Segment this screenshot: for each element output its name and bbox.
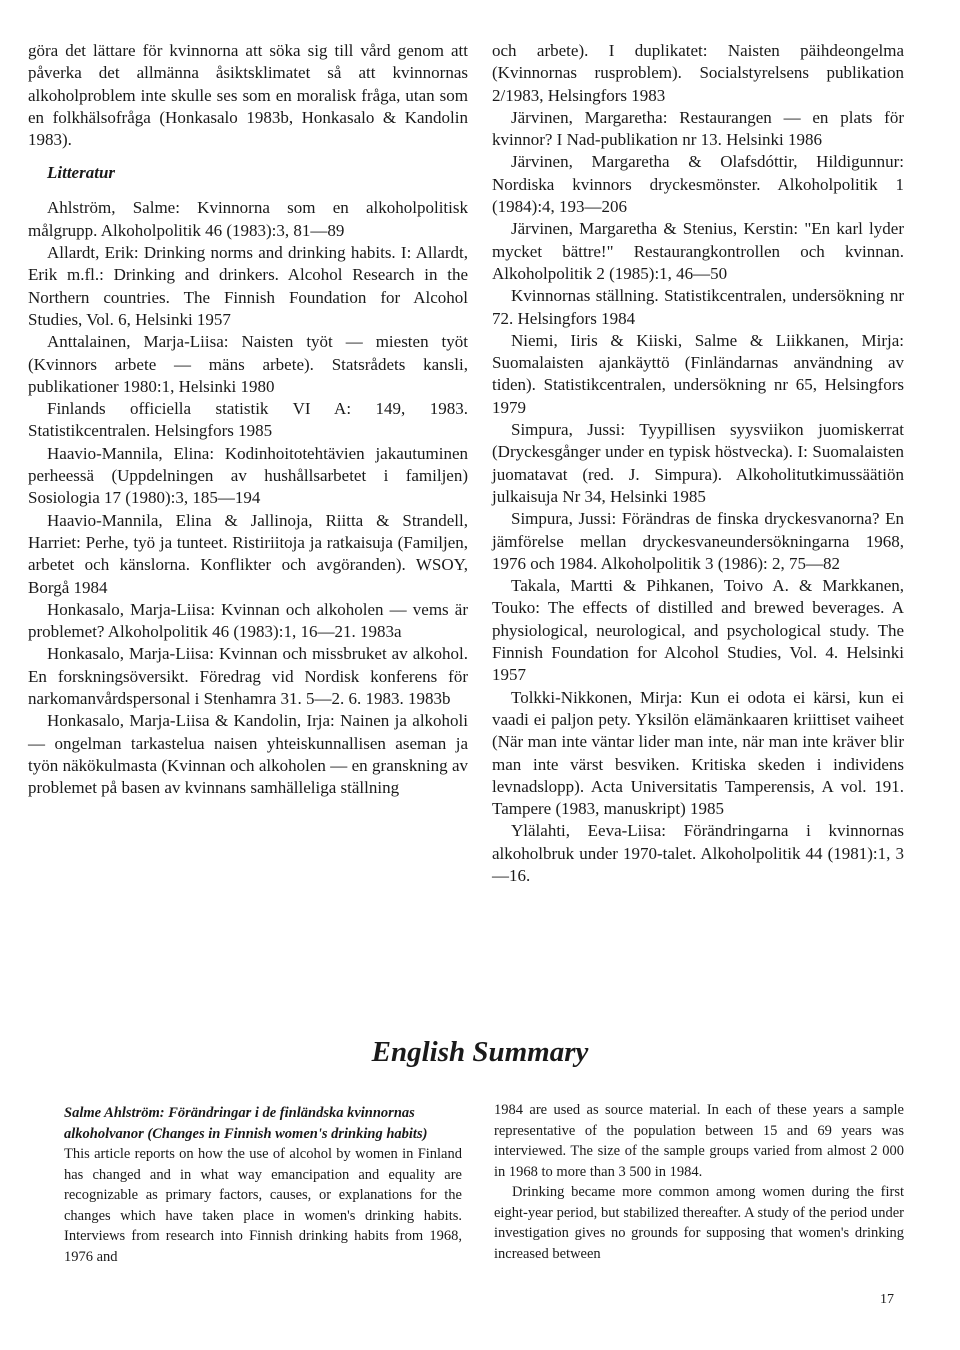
summary-paragraph: 1984 are used as source material. In each of these years a sample representative of the population between 15 and 69 years was interviewed. The size of the sample groups varied from almost 2 000 in 1968 to more than 3 500 in 1984. [494,1102,904,1180]
reference-continuation: och arbete). I duplikatet: Naisten päihdeongelma (Kvinnornas rusproblem). Socialstyrelsens publikation 2/1983, Helsingfors 1983 [492,41,904,105]
summary-paragraph: This article reports on how the use of alcohol by women in Finland has changed and in what way emancipation and equality are recognizable as primary factors, causes, or explanations for the changes which have taken place in women's drinking habits. Interviews from research into Finnish drinking habits from 1968, 1976 and [64,1146,462,1265]
reference-entry: Järvinen, Margaretha: Restaurangen — en plats för kvinnor? I Nad-publikation nr 13. Helsinki 1986 [492,107,904,150]
summary-paragraph: Drinking became more common among women during the first eight-year period, but stabilized thereafter. A study of the period under investigation gives no grounds for supposing that women's drinking increased between [494,1184,904,1262]
body-paragraph: göra det lättare för kvinnorna att söka sig till vård genom att påverka det allmänna åsiktsklimatet så att kvinnornas alkoholproblem inte skulle ses som en moralisk fråga, utan som en folkhälsofråga (Honkasalo 1983b, Honkasalo & Kandolin 1983). [28,41,468,150]
reference-entry: Simpura, Jussi: Förändras de finska dryckesvanorna? En jämförelse mellan dryckesvaneundersökningarna 1968, 1976 och 1984. Alkoholpolitik 3 (1986): 2, 75—82 [492,509,904,573]
reference-entry: Allardt, Erik: Drinking norms and drinking habits. I: Allardt, Erik m.fl.: Drinking and drinkers. Alcohol Research in the Northern countries. The Finnish Foundation for Alcohol Studies, Vol. 6, Helsinki 1957 [28,243,468,329]
reference-entry: Ahlström, Salme: Kvinnorna som en alkoholpolitisk målgrupp. Alkoholpolitik 46 (1983):3, 81—89 [28,198,468,240]
reference-list-left [28,197,468,799]
right-column [492,40,904,887]
reference-entry: Anttalainen, Marja-Liisa: Naisten työt — miesten työt (Kvinnors arbete — mäns arbete). Statsrådets kansli, publikationer 1980:1, Helsinki 1980 [28,332,468,396]
summary-article-heading: Salme Ahlström: Förändringar i de finländska kvinnornas alkoholvanor (Changes in Finnish women's drinking habits) [64,1105,428,1142]
reference-entry: Järvinen, Margaretha & Stenius, Kerstin: "En karl lyder mycket bättre!" Restaurangkontrollen och kvinnan. Alkoholpolitik 2 (1985):1, 46—50 [492,219,904,283]
reference-entry: Niemi, Iiris & Kiiski, Salme & Liikkanen, Mirja: Suomalaisten ajankäyttö (Finländarnas användning av tiden). Statistikcentralen, undersökning nr 65, Helsingfors 1979 [492,330,904,417]
reference-entry: Finlands officiella statistik VI A: 149, 1983. Statistikcentralen. Helsingfors 1985 [28,399,468,441]
reference-entry: Kvinnornas ställning. Statistikcentralen, undersökning nr 72. Helsingfors 1984 [492,286,904,328]
reference-entry: Tolkki-Nikkonen, Mirja: Kun ei odota ei kärsi, kun ei vaadi ei paljon pety. Yksilön elämänkaaren kriittiset vaiheet (När man inte väntar lider man inte, när man inte kräver blir man inte värst besviken. Kritiska skeden i individens levnadslopp). Acta Universitatis Tamperensis, A vol. 191. Tampere (1983, manuskript) 1985 [492,687,904,819]
reference-entry: Honkasalo, Marja-Liisa: Kvinnan och missbruket av alkohol. En forskningsöversikt. Föredrag vid Nordisk konferens för narkomanvårdspersonal i Stenhamra 31. 5—2. 6. 1983. 1983b [28,644,468,709]
summary-right-column [494,1100,904,1264]
reference-entry: Ylälahti, Eeva-Liisa: Förändringarna i kvinnornas alkoholbruk under 1970-talet. Alkoholpolitik 44 (1981):1, 3—16. [492,821,904,885]
reference-entry: Honkasalo, Marja-Liisa & Kandolin, Irja: Nainen ja alkoholi — ongelman tarkastelua naisen yhteiskunnallisen aseman ja työn näkökulmasta (Kvinnan och alkoholen — en granskning av problemet på basen av kvinnans samhälleliga ställning [28,711,468,798]
references-heading: Litteratur [47,163,116,183]
reference-entry: Haavio-Mannila, Elina: Kodinhoitotehtävien jakautuminen perheessä (Uppdelningen av hushållsarbetet i familjen) Sosiologia 17 (1980):3, 185—194 [28,443,468,508]
reference-entry: Haavio-Mannila, Elina & Jallinoja, Riitta & Strandell, Harriet: Perhe, työ ja tunteet. Ristiriitoja ja ratkaisuja (Familjen, arbetet och känslorna. Konflikter och avgöranden). WSOY, Borgå 1984 [28,510,468,597]
reference-list-right [492,107,904,887]
left-column [28,40,468,800]
reference-entry: Järvinen, Margaretha & Olafsdóttir, Hildigunnur: Nordiska kvinnors dryckesmönster. Alkoholpolitik 1 (1984):4, 193—206 [492,152,904,217]
summary-title: English Summary [371,1036,589,1068]
reference-entry: Takala, Martti & Pihkanen, Toivo A. & Markkanen, Touko: The effects of distilled and brewed beverages. A physiological, neurological, and psychological study. The Finnish Foundation for Alcohol Studies, Vol. 4. Helsinki 1957 [492,576,904,685]
summary-left-column [64,1103,462,1267]
page-number: 17 [880,1292,894,1307]
reference-entry: Honkasalo, Marja-Liisa: Kvinnan och alkoholen — vems är problemet? Alkoholpolitik 46 (1983):1, 16—21. 1983a [28,599,468,642]
reference-entry: Simpura, Jussi: Tyypillisen syysviikon juomiskerrat (Dryckesgånger under en typisk höstvecka). I: Suomalaisten juomatavat (red. J. Simpura). Alkoholitutkimussäätiön julkaisuja Nr 34, Helsinki 1985 [492,420,904,506]
